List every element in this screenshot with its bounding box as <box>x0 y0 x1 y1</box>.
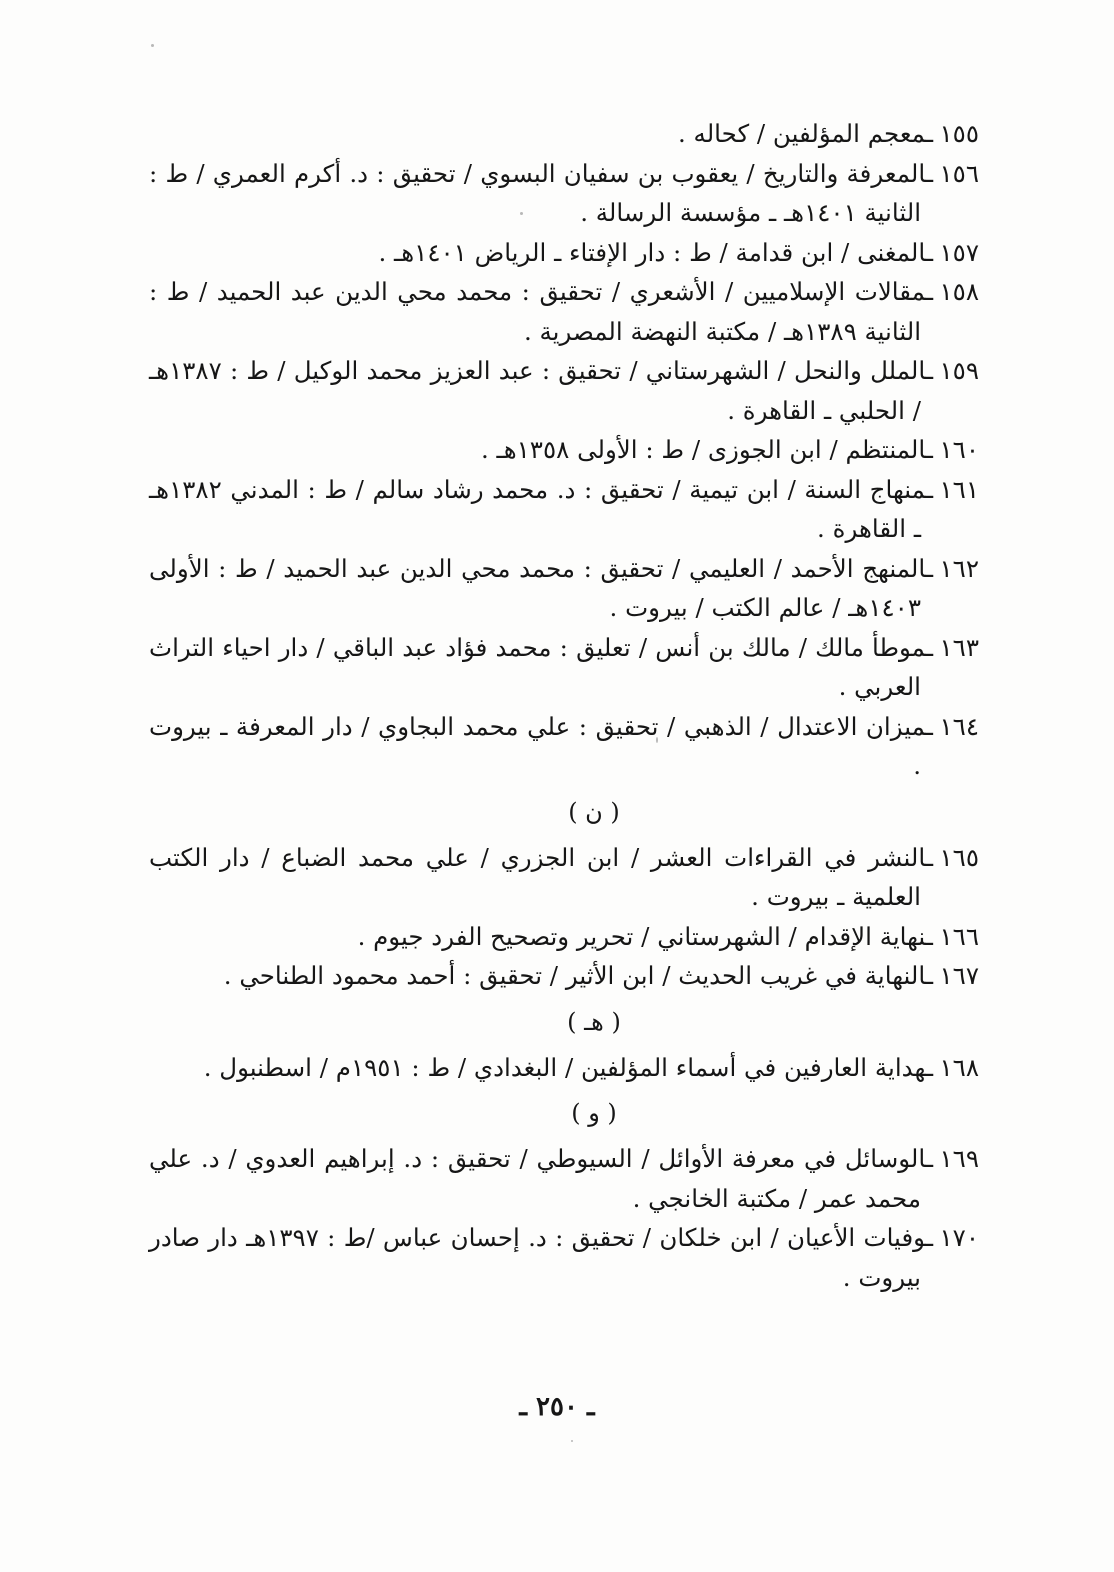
bibliography-entry <box>149 1139 979 1218</box>
entry-number: ١٥٦ <box>939 158 979 188</box>
bibliography-entry <box>149 351 979 430</box>
entry-text: ـالوسائل في معرفة الأوائل / السيوطي / تحقيق : د. إبراهيم العدوي / د. علي محمد عمر / مكتبة الخانجي . <box>149 1144 933 1213</box>
bibliography-list <box>149 114 979 1297</box>
bibliography-entry <box>149 430 979 470</box>
entry-number: ١٦٢ <box>939 553 979 583</box>
entry-number: ١٥٥ <box>939 119 979 148</box>
bibliography-entry <box>149 1218 979 1297</box>
bibliography-entry <box>149 549 979 628</box>
entry-number: ١٦٣ <box>939 632 979 662</box>
bibliography-entry <box>149 470 979 549</box>
entry-text: ـميزان الاعتدال / الذهبي / تحقيق : علي محمد البجاوي / دار المعرفة ـ بيروت . <box>149 711 933 780</box>
entry-text: ـمنهاج السنة / ابن تيمية / تحقيق : د. محمد رشاد سالم / ط : المدني ١٣٨٢هـ ـ القاهرة . <box>149 474 933 543</box>
entry-text: ـموطأ مالك / مالك بن أنس / تعليق : محمد فؤاد عبد الباقي / دار احياء التراث العربي . <box>149 632 933 701</box>
entry-text: ـالمغنى / ابن قدامة / ط : دار الإفتاء ـ الرياض ١٤٠١هـ . <box>378 237 933 267</box>
entry-number: ١٦٨ <box>939 1052 979 1082</box>
bibliography-entry <box>149 917 979 957</box>
entry-number: ١٦٧ <box>939 961 979 990</box>
section-heading-ha: ( هـ ) <box>567 1007 621 1036</box>
entries-group-waw <box>149 1139 979 1297</box>
entry-number: ١٦٦ <box>939 921 979 951</box>
entry-text: ـالملل والنحل / الشهرستاني / تحقيق : عبد العزيز محمد الوكيل / ط : ١٣٨٧هـ / الحلبي ـ القاهرة . <box>149 356 933 425</box>
bibliography-entry <box>149 114 979 154</box>
entry-number: ١٦٩ <box>939 1144 979 1173</box>
entry-text: ـالمعرفة والتاريخ / يعقوب بن سفيان البسوي / تحقيق : د. أكرم العمري / ط : الثانية ١٤٠١هـ ـ مؤسسة الرسالة . <box>149 158 933 227</box>
entry-number: ١٥٨ <box>939 277 979 306</box>
bibliography-entry <box>149 628 979 707</box>
bibliography-entry <box>149 233 979 273</box>
entry-text: ـنهاية الإقدام / الشهرستاني / تحرير وتصحيح الفرد جيوم . <box>357 921 933 951</box>
entry-text: ـوفيات الأعيان / ابن خلكان / تحقيق : د. إحسان عباس /ط : ١٣٩٧هـ دار صادر بيروت . <box>149 1223 933 1292</box>
entries-group-nun <box>149 838 979 996</box>
bibliography-entry <box>149 838 979 917</box>
entry-text: ـالنشر في القراءات العشر / ابن الجزري / علي محمد الضباع / دار الكتب العلمية ـ بيروت . <box>149 842 933 911</box>
bibliography-entry <box>149 956 979 996</box>
page-number: ـ ٢٥٠ ـ <box>519 1392 595 1422</box>
entry-text: ـمقالات الإسلاميين / الأشعري / تحقيق : محمد محي الدين عبد الحميد / ط : الثانية ١٣٨٩هـ / مكتبة النهضة المصرية . <box>149 277 933 346</box>
entry-number: ١٦٤ <box>939 711 979 741</box>
bibliography-entry <box>149 154 979 233</box>
entry-text: ـهداية العارفين في أسماء المؤلفين / البغدادي / ط : ١٩٥١م / اسطنبول . <box>203 1052 933 1082</box>
entry-number: ١٦٠ <box>939 435 979 464</box>
entry-text: ـالمنتظم / ابن الجوزى / ط : الأولى ١٣٥٨هـ . <box>480 435 933 464</box>
entry-number: ١٦١ <box>939 474 979 504</box>
scan-speck <box>151 44 154 47</box>
entry-number: ١٥٧ <box>939 237 979 267</box>
bibliography-entry <box>149 272 979 351</box>
section-heading-nun: ( ن ) <box>568 797 620 826</box>
section-heading-waw: ( و ) <box>571 1099 617 1127</box>
bibliography-entry <box>149 707 979 786</box>
entries-group-mim <box>149 114 979 786</box>
entry-text: ـمعجم المؤلفين / كحاله . <box>677 119 933 148</box>
entry-number: ١٦٥ <box>939 842 979 872</box>
bibliography-entry <box>149 1048 979 1088</box>
scan-speck <box>571 1440 573 1442</box>
entry-number: ١٧٠ <box>939 1223 979 1252</box>
entries-group-ha <box>149 1048 979 1088</box>
entry-number: ١٥٩ <box>939 356 979 385</box>
entry-text: ـالمنهج الأحمد / العليمي / تحقيق : محمد محي الدين عبد الحميد / ط : الأولى ١٤٠٣هـ / عالم الكتب / بيروت . <box>149 553 933 622</box>
entry-text: ـالنهاية في غريب الحديث / ابن الأثير / تحقيق : أحمد محمود الطناحي . <box>223 961 933 990</box>
